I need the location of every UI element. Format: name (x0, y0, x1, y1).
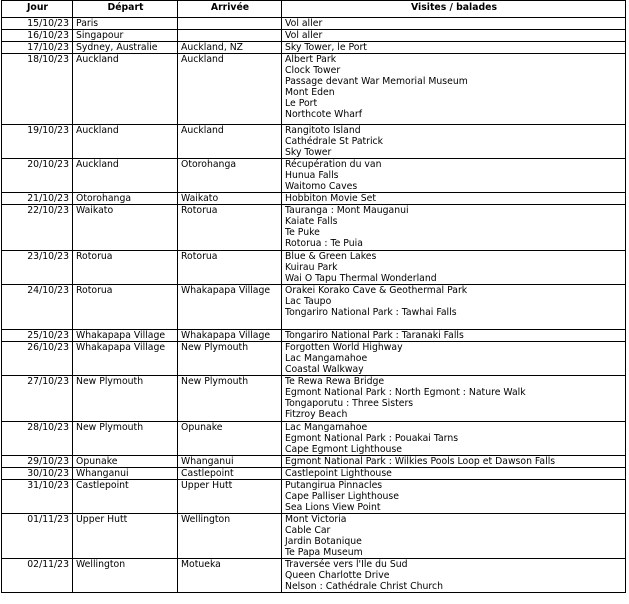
table-row (2, 342, 626, 376)
visit-item: Egmont National Park : Wilkies Pools Loop et Dawson Falls (285, 456, 556, 467)
cell-arrival: Otorohanga (178, 159, 282, 193)
table-row (2, 422, 626, 456)
cell-arrival: Opunake (178, 422, 282, 456)
cell-arrival: Castlepoint (178, 468, 282, 480)
cell-departure: Singapour (73, 30, 178, 42)
visit-item: Mont Victoria (285, 514, 347, 525)
cell-arrival (178, 30, 282, 42)
cell-day: 28/10/23 (2, 422, 73, 456)
visit-item: Rangitoto Island (285, 125, 361, 136)
visit-item: Tongariro National Park : Taranaki Falls (285, 330, 464, 341)
visit-item: Rotorua : Te Puia (285, 238, 363, 249)
visit-item: Jardin Botanique (285, 536, 362, 547)
cell-day: 17/10/23 (2, 42, 73, 54)
cell-visits (282, 330, 626, 342)
cell-visits (282, 205, 626, 251)
itinerary-table (1, 0, 626, 593)
cell-day: 01/11/23 (2, 514, 73, 559)
cell-day: 20/10/23 (2, 159, 73, 193)
visit-item: Cathédrale St Patrick (285, 136, 384, 147)
itinerary-body (2, 18, 626, 593)
table-row (2, 285, 626, 330)
cell-arrival: New Plymouth (178, 342, 282, 376)
visit-item: Queen Charlotte Drive (285, 570, 390, 581)
cell-arrival: Rotorua (178, 251, 282, 285)
table-row (2, 559, 626, 593)
cell-day: 23/10/23 (2, 251, 73, 285)
cell-arrival: New Plymouth (178, 376, 282, 422)
visit-item: Castlepoint Lighthouse (285, 468, 392, 479)
cell-arrival: Whanganui (178, 456, 282, 468)
header-row (2, 1, 626, 18)
cell-departure: Rotorua (73, 251, 178, 285)
visit-item: Egmont National Park : Pouakai Tarns (285, 433, 459, 444)
table-row (2, 159, 626, 193)
cell-departure: Castlepoint (73, 480, 178, 514)
visit-item: Putangirua Pinnacles (285, 480, 383, 491)
cell-departure: Auckland (73, 125, 178, 159)
cell-arrival: Motueka (178, 559, 282, 593)
visit-item: Blue & Green Lakes (285, 251, 377, 262)
cell-visits (282, 376, 626, 422)
cell-visits (282, 193, 626, 205)
visit-item: Te Papa Museum (285, 547, 363, 558)
cell-visits (282, 514, 626, 559)
visit-item: Sea Lions View Point (285, 502, 381, 513)
table-row (2, 30, 626, 42)
table-row (2, 125, 626, 159)
table-row (2, 456, 626, 468)
cell-day: 27/10/23 (2, 376, 73, 422)
visit-item: Cape Palliser Lighthouse (285, 491, 399, 502)
visit-item: Traversée vers l'Ile du Sud (285, 559, 408, 570)
cell-visits (282, 559, 626, 593)
cell-arrival: Wellington (178, 514, 282, 559)
cell-visits (282, 480, 626, 514)
visit-item: Coastal Walkway (285, 364, 364, 375)
cell-departure: Whakapapa Village (73, 330, 178, 342)
visit-item: Nelson : Cathédrale Christ Church (285, 581, 443, 592)
visit-item: Sky Tower, le Port (285, 42, 367, 53)
visit-item: Wai O Tapu Thermal Wonderland (285, 273, 437, 284)
visit-item: Mont Eden (285, 87, 335, 98)
visit-item: Hunua Falls (285, 170, 339, 181)
cell-departure: Opunake (73, 456, 178, 468)
visit-item: Récupération du van (285, 159, 382, 170)
cell-departure: Paris (73, 18, 178, 30)
cell-departure: Sydney, Australie (73, 42, 178, 54)
cell-day: 22/10/23 (2, 205, 73, 251)
table-row (2, 468, 626, 480)
cell-visits (282, 54, 626, 125)
cell-arrival: Auckland, NZ (178, 42, 282, 54)
cell-day: 24/10/23 (2, 285, 73, 330)
visit-item: Forgotten World Highway (285, 342, 403, 353)
cell-departure: Whanganui (73, 468, 178, 480)
visit-item: Tongariro National Park : Tawhai Falls (285, 307, 457, 318)
cell-visits (282, 468, 626, 480)
cell-arrival: Waikato (178, 193, 282, 205)
cell-visits (282, 422, 626, 456)
cell-departure: Otorohanga (73, 193, 178, 205)
visit-item: Lac Taupo (285, 296, 332, 307)
cell-departure: Waikato (73, 205, 178, 251)
cell-day: 26/10/23 (2, 342, 73, 376)
cell-arrival: Auckland (178, 54, 282, 125)
header-visits: Visites / balades (282, 1, 626, 18)
table-row (2, 330, 626, 342)
cell-day: 30/10/23 (2, 468, 73, 480)
cell-departure: Wellington (73, 559, 178, 593)
visit-item: Egmont National Park : North Egmont : Nature Walk (285, 387, 526, 398)
visit-item: Sky Tower (285, 147, 332, 158)
table-row (2, 42, 626, 54)
visit-item: Albert Park (285, 54, 337, 65)
visit-item: Northcote Wharf (285, 109, 362, 120)
cell-day: 29/10/23 (2, 456, 73, 468)
cell-visits (282, 159, 626, 193)
cell-visits (282, 18, 626, 30)
cell-arrival (178, 18, 282, 30)
cell-visits (282, 285, 626, 330)
visit-item: Kaiate Falls (285, 216, 338, 227)
visit-item: Fitzroy Beach (285, 409, 348, 420)
cell-departure: Auckland (73, 159, 178, 193)
header-departure: Départ (73, 1, 178, 18)
table-row (2, 18, 626, 30)
visit-item: Orakei Korako Cave & Geothermal Park (285, 285, 468, 296)
visit-item: Cable Car (285, 525, 331, 536)
cell-arrival: Upper Hutt (178, 480, 282, 514)
visit-item: Hobbiton Movie Set (285, 193, 376, 204)
visit-item: Cape Egmont Lighthouse (285, 444, 403, 455)
cell-day: 19/10/23 (2, 125, 73, 159)
visit-item: Clock Tower (285, 65, 341, 76)
cell-day: 15/10/23 (2, 18, 73, 30)
visit-item: Le Port (285, 98, 318, 109)
table-row (2, 54, 626, 125)
visit-item: Tongaporutu : Three Sisters (285, 398, 414, 409)
cell-arrival: Auckland (178, 125, 282, 159)
table-row (2, 193, 626, 205)
cell-departure: New Plymouth (73, 422, 178, 456)
cell-day: 16/10/23 (2, 30, 73, 42)
cell-visits (282, 342, 626, 376)
cell-day: 02/11/23 (2, 559, 73, 593)
cell-departure: Auckland (73, 54, 178, 125)
header-day: Jour (2, 1, 73, 18)
table-row (2, 514, 626, 559)
cell-arrival: Whakapapa Village (178, 285, 282, 330)
table-row (2, 480, 626, 514)
visit-item: Lac Mangamahoe (285, 422, 368, 433)
cell-visits (282, 30, 626, 42)
cell-visits (282, 251, 626, 285)
cell-departure: Rotorua (73, 285, 178, 330)
cell-day: 31/10/23 (2, 480, 73, 514)
visit-item: Lac Mangamahoe (285, 353, 368, 364)
cell-arrival: Whakapapa Village (178, 330, 282, 342)
table-row (2, 205, 626, 251)
cell-visits (282, 42, 626, 54)
visit-item: Passage devant War Memorial Museum (285, 76, 468, 87)
visit-item: Te Puke (285, 227, 320, 238)
cell-day: 25/10/23 (2, 330, 73, 342)
visit-item: Waitomo Caves (285, 181, 358, 192)
visit-item: Te Rewa Rewa Bridge (285, 376, 385, 387)
cell-departure: Upper Hutt (73, 514, 178, 559)
table-row (2, 376, 626, 422)
visit-item: Vol aller (285, 30, 323, 41)
cell-day: 18/10/23 (2, 54, 73, 125)
table-row (2, 251, 626, 285)
cell-day: 21/10/23 (2, 193, 73, 205)
header-arrival: Arrivée (178, 1, 282, 18)
cell-visits (282, 456, 626, 468)
cell-arrival: Rotorua (178, 205, 282, 251)
visit-item: Kuirau Park (285, 262, 338, 273)
cell-departure: New Plymouth (73, 376, 178, 422)
cell-visits (282, 125, 626, 159)
visit-item: Tauranga : Mont Mauganui (285, 205, 409, 216)
visit-item: Vol aller (285, 18, 323, 29)
cell-departure: Whakapapa Village (73, 342, 178, 376)
